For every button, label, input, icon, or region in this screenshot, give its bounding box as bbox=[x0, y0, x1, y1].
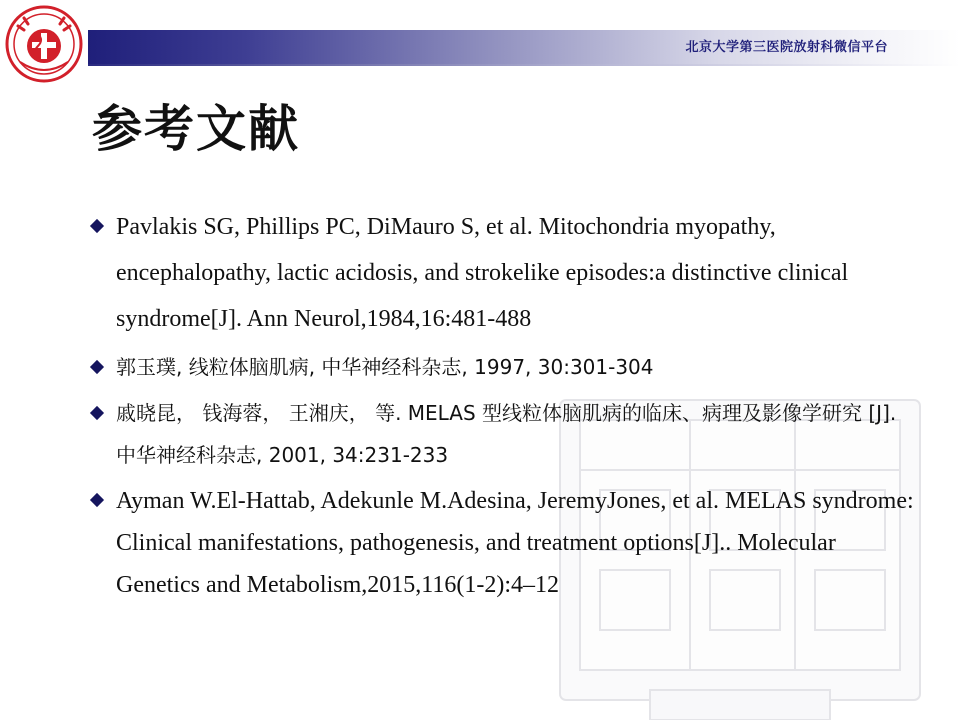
reference-item bbox=[88, 392, 918, 476]
reference-item bbox=[88, 346, 918, 388]
reference-item bbox=[88, 480, 918, 606]
reference-text: Ayman W.El-Hattab, Adekunle M.Adesina, JeremyJones, et al. MELAS syndrome: Clinical manifestations, pathogenesis, and treatment options[J].. Molecular Genetics and Metabolism,2015,116(1-2):4–12 bbox=[116, 488, 914, 598]
diamond-bullet-icon bbox=[90, 493, 104, 507]
diamond-bullet-icon bbox=[90, 360, 104, 374]
header-divider bbox=[88, 64, 960, 66]
diamond-bullet-icon bbox=[90, 219, 104, 233]
reference-item bbox=[88, 204, 918, 342]
diamond-bullet-icon bbox=[90, 406, 104, 420]
reference-list bbox=[88, 204, 918, 610]
hospital-seal-icon bbox=[4, 4, 84, 84]
platform-name: 北京大学第三医院放射科微信平台 bbox=[685, 40, 888, 55]
reference-text: 郭玉璞, 线粒体脑肌病, 中华神经科杂志, 1997, 30:301-304 bbox=[116, 355, 654, 379]
reference-text: 戚晓昆， 钱海蓉， 王湘庆， 等. MELAS 型线粒体脑肌病的临床、病理及影像学研究 [J]. 中华神经科杂志, 2001, 34:231-233 bbox=[116, 401, 897, 467]
page-title: 参考文献 bbox=[92, 100, 300, 158]
reference-text: Pavlakis SG, Phillips PC, DiMauro S, et al. Mitochondria myopathy, encephalopathy, lactic acidosis, and strokelike episodes:a distinctive clinical syndrome[J]. Ann Neurol,1984,16:481-488 bbox=[116, 214, 849, 332]
